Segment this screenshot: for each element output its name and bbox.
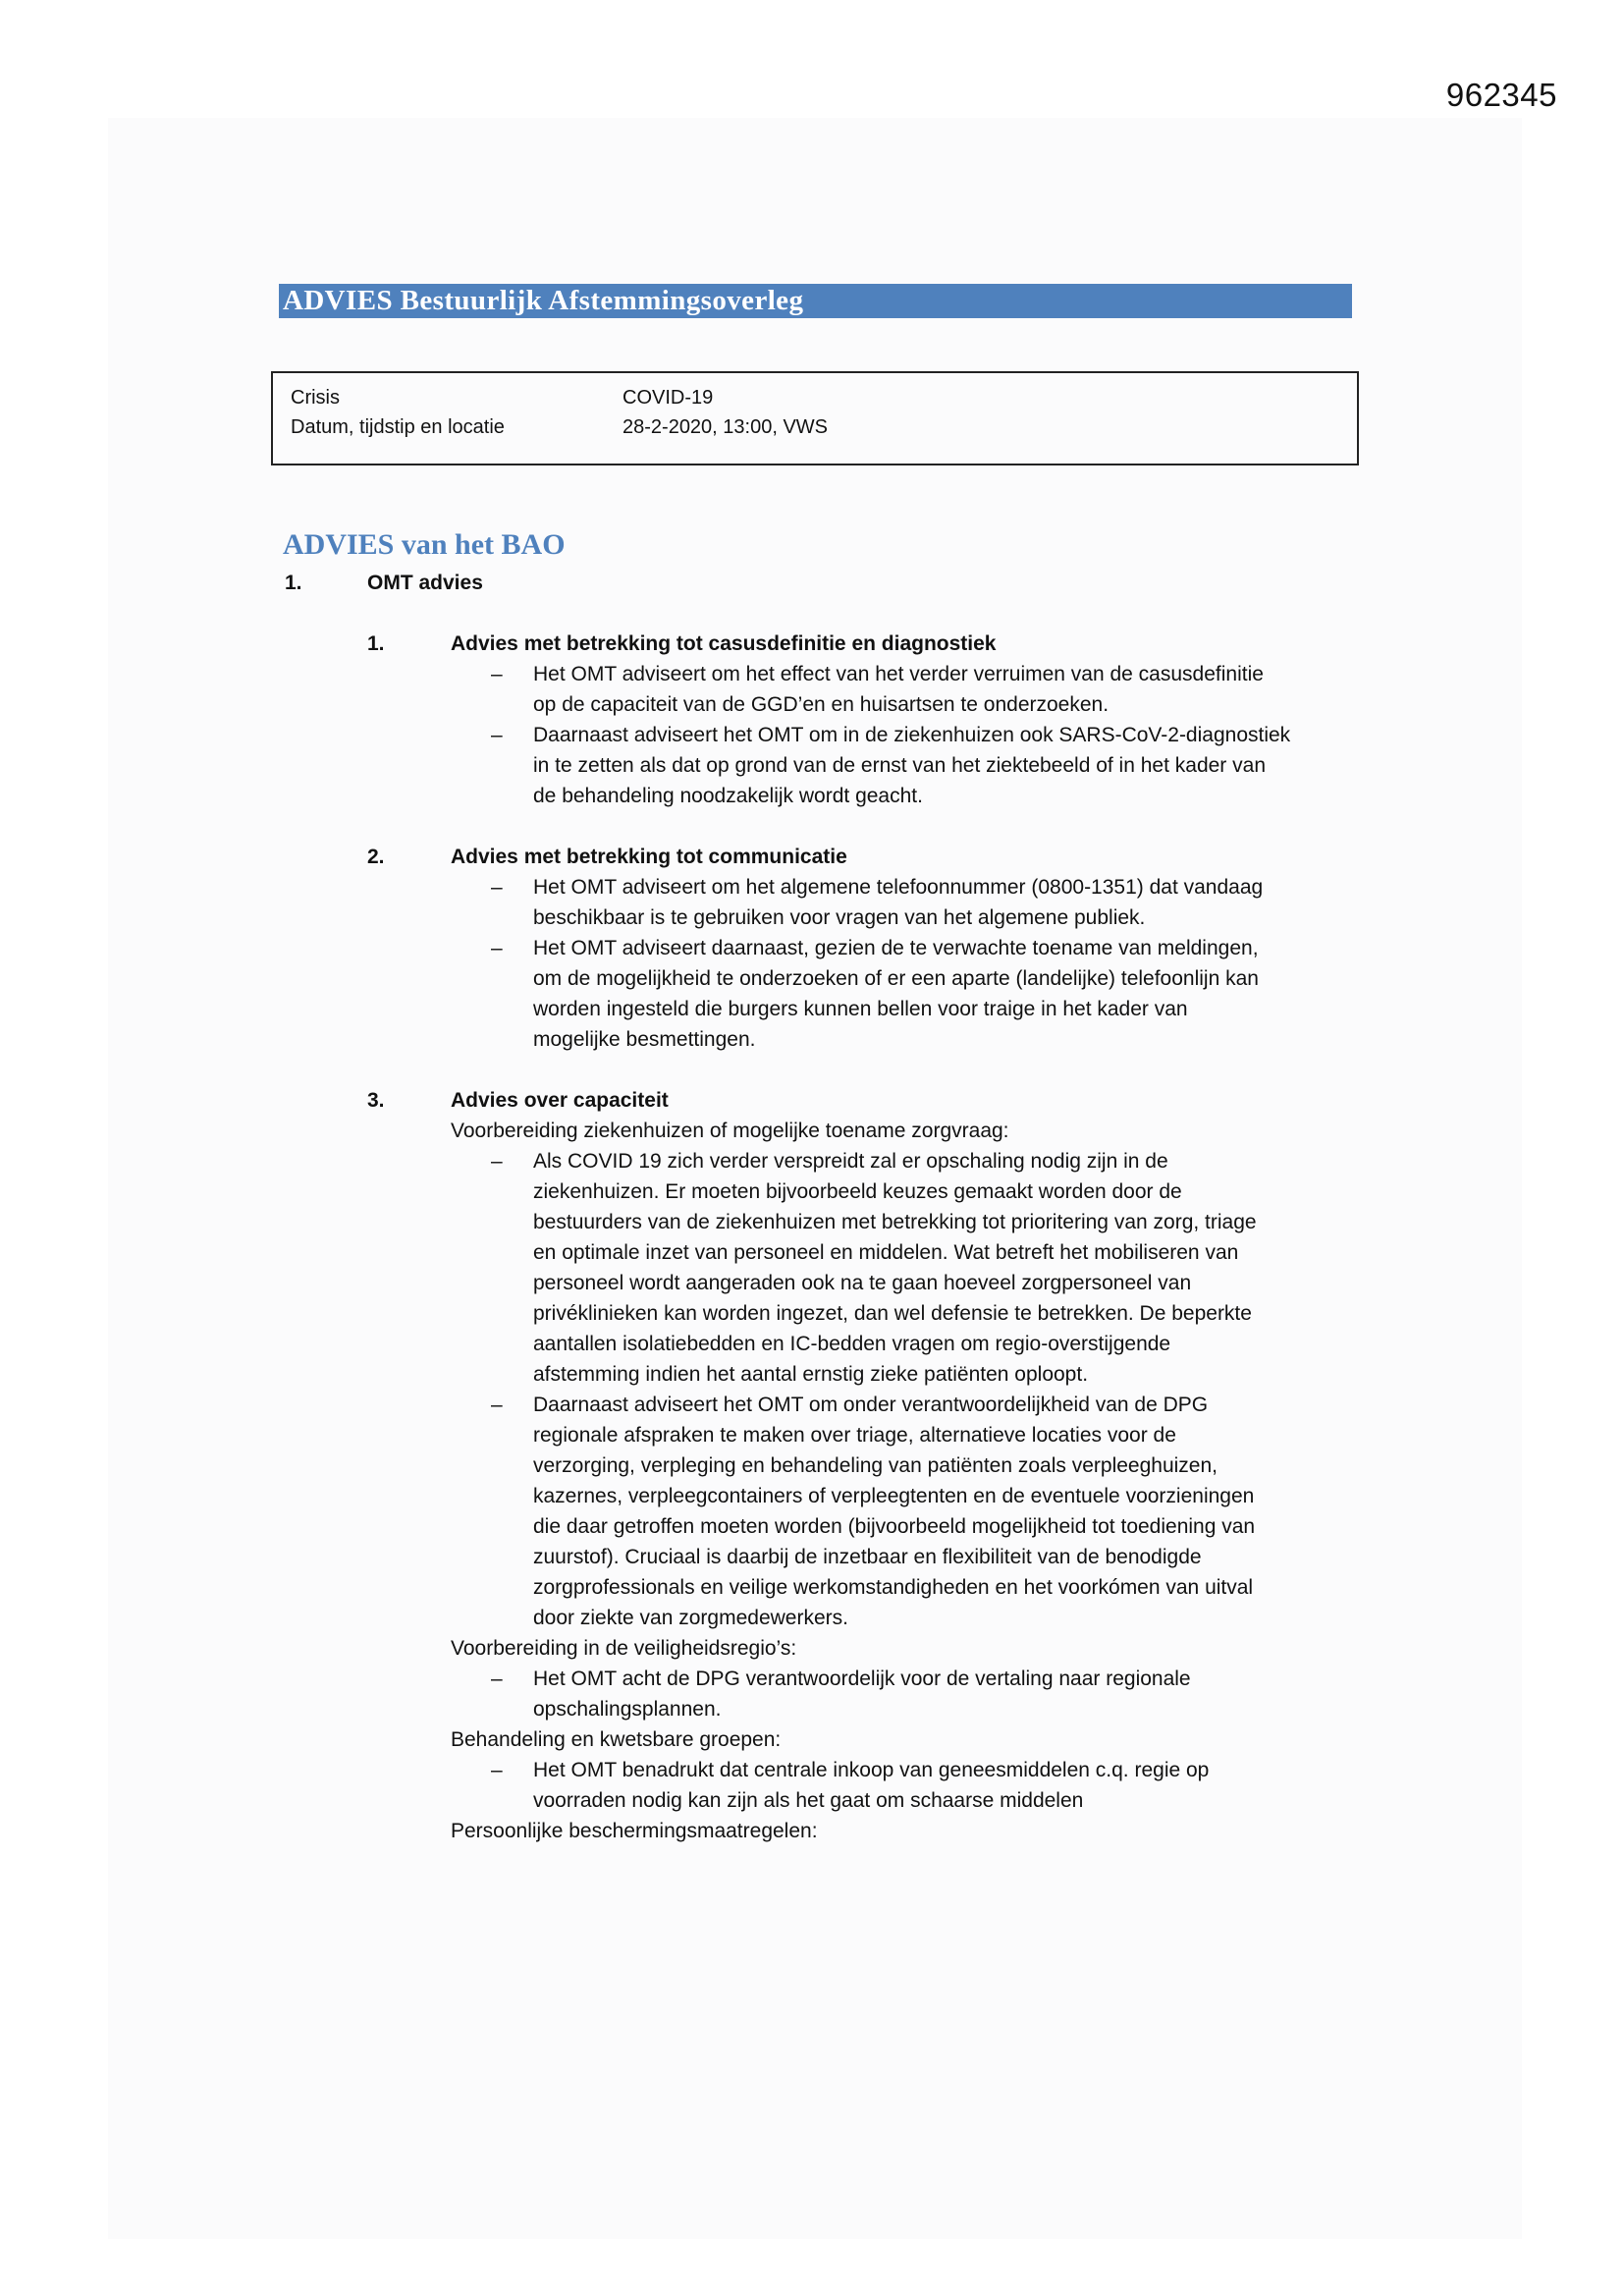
dash-bullet: – bbox=[491, 1759, 503, 1781]
dash-bullet: – bbox=[491, 1667, 503, 1690]
item-title: Advies met betrekking tot communicatie bbox=[451, 846, 847, 868]
bullet-line: regionale afspraken te maken over triage, alternatieve locaties voor de bbox=[533, 1424, 1176, 1447]
item-number: 3. bbox=[367, 1089, 385, 1112]
bullet-line: bestuurders van de ziekenhuizen met betrekking tot prioritering van zorg, triage bbox=[533, 1211, 1257, 1233]
dash-bullet: – bbox=[491, 937, 503, 959]
dash-bullet: – bbox=[491, 876, 503, 899]
bullet-line: om de mogelijkheid te onderzoeken of er een aparte (landelijke) telefoonlijn kan bbox=[533, 967, 1259, 990]
bullet-line: Daarnaast adviseert het OMT om onder verantwoordelijkheid van de DPG bbox=[533, 1394, 1209, 1416]
info-label: Crisis bbox=[291, 387, 340, 409]
bullet-line: Als COVID 19 zich verder verspreidt zal er opschaling nodig zijn in de bbox=[533, 1150, 1168, 1173]
bullet-line: afstemming indien het aantal ernstig zieke patiënten oploopt. bbox=[533, 1363, 1089, 1386]
bullet-line: en optimale inzet van personeel en middelen. Wat betreft het mobiliseren van bbox=[533, 1241, 1239, 1264]
dash-bullet: – bbox=[491, 1394, 503, 1416]
bullet-line: mogelijke besmettingen. bbox=[533, 1028, 756, 1051]
bullet-line: aantallen isolatiebedden en IC-bedden vragen om regio-overstijgende bbox=[533, 1333, 1171, 1355]
bullet-line: zorgprofessionals en veilige werkomstandigheden en het voorkómen van uitval bbox=[533, 1576, 1254, 1599]
bullet-line: Het OMT adviseert om het algemene telefoonnummer (0800-1351) dat vandaag bbox=[533, 876, 1264, 899]
bullet-line: kazernes, verpleegcontainers of verpleegtenten en de eventuele voorzieningen bbox=[533, 1485, 1255, 1507]
bullet-line: worden ingesteld die burgers kunnen bellen voor traige in het kader van bbox=[533, 998, 1188, 1020]
bullet-line: Het OMT acht de DPG verantwoordelijk voor de vertaling naar regionale bbox=[533, 1667, 1191, 1690]
subheading: Voorbereiding ziekenhuizen of mogelijke toename zorgvraag: bbox=[451, 1120, 1009, 1142]
dash-bullet: – bbox=[491, 663, 503, 685]
bullet-line: voorraden nodig kan zijn als het gaat om schaarse middelen bbox=[533, 1789, 1084, 1812]
subheading: Behandeling en kwetsbare groepen: bbox=[451, 1728, 782, 1751]
bullet-line: verzorging, verpleging en behandeling van patiënten zoals verpleeghuizen, bbox=[533, 1454, 1218, 1477]
item-number: 1. bbox=[367, 632, 385, 655]
bullet-line: privéklinieken kan worden ingezet, dan wel defensie te betrekken. De beperkte bbox=[533, 1302, 1252, 1325]
bullet-line: Het OMT adviseert om het effect van het verder verruimen van de casusdefinitie bbox=[533, 663, 1264, 685]
bullet-line: de behandeling noodzakelijk wordt geacht. bbox=[533, 785, 923, 807]
bullet-line: door ziekte van zorgmedewerkers. bbox=[533, 1607, 848, 1629]
item-title: Advies met betrekking tot casusdefinitie en diagnostiek bbox=[451, 632, 997, 655]
section-title: OMT advies bbox=[367, 572, 483, 594]
dash-bullet: – bbox=[491, 724, 503, 746]
section-heading: ADVIES van het BAO bbox=[283, 528, 566, 561]
bullet-line: Daarnaast adviseert het OMT om in de ziekenhuizen ook SARS-CoV-2-diagnostiek bbox=[533, 724, 1291, 746]
bullet-line: Het OMT benadrukt dat centrale inkoop van geneesmiddelen c.q. regie op bbox=[533, 1759, 1210, 1781]
section-number: 1. bbox=[285, 572, 302, 594]
subheading: Voorbereiding in de veiligheidsregio’s: bbox=[451, 1637, 797, 1660]
document-title: ADVIES Bestuurlijk Afstemmingsoverleg bbox=[279, 284, 1352, 318]
info-value: COVID-19 bbox=[623, 387, 714, 409]
info-label: Datum, tijdstip en locatie bbox=[291, 416, 505, 438]
document-number: 962345 bbox=[1445, 77, 1557, 113]
bullet-line: zuurstof). Cruciaal is daarbij de inzetbaar en flexibiliteit van de benodigde bbox=[533, 1546, 1202, 1568]
info-value: 28-2-2020, 13:00, VWS bbox=[623, 416, 829, 438]
info-table bbox=[271, 371, 1359, 465]
bullet-line: personeel wordt aangeraden ook na te gaan hoeveel zorgpersoneel van bbox=[533, 1272, 1192, 1294]
bullet-line: in te zetten als dat op grond van de ernst van het ziektebeeld of in het kader van bbox=[533, 754, 1266, 777]
bullet-line: die daar getroffen moeten worden (bijvoorbeeld mogelijkheid tot toediening van bbox=[533, 1515, 1256, 1538]
subheading: Persoonlijke beschermingsmaatregelen: bbox=[451, 1820, 818, 1842]
dash-bullet: – bbox=[491, 1150, 503, 1173]
item-number: 2. bbox=[367, 846, 385, 868]
bullet-line: ziekenhuizen. Er moeten bijvoorbeeld keuzes gemaakt worden door de bbox=[533, 1180, 1182, 1203]
bullet-line: Het OMT adviseert daarnaast, gezien de te verwachte toename van meldingen, bbox=[533, 937, 1259, 959]
bullet-line: beschikbaar is te gebruiken voor vragen van het algemene publiek. bbox=[533, 906, 1146, 929]
bullet-line: opschalingsplannen. bbox=[533, 1698, 722, 1721]
bullet-line: op de capaciteit van de GGD’en en huisartsen te onderzoeken. bbox=[533, 693, 1110, 716]
item-title: Advies over capaciteit bbox=[451, 1089, 669, 1112]
